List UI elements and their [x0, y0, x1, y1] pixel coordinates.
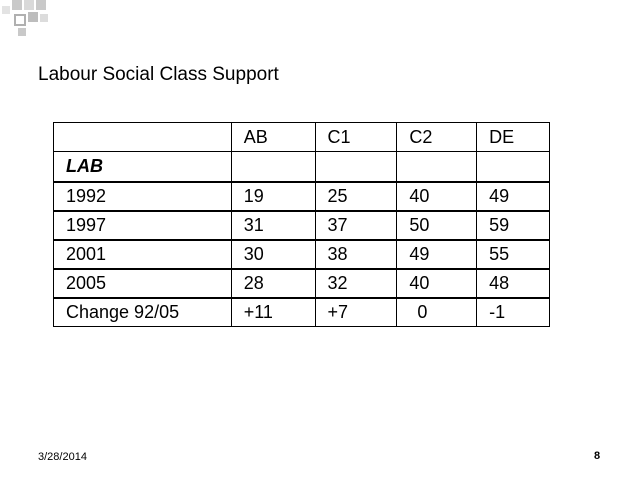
table-header-row — [54, 123, 550, 152]
cell-c2: 40 — [397, 182, 477, 211]
ornament-tile — [28, 12, 38, 22]
cell-ab: 31 — [231, 211, 315, 240]
footer-date: 3/28/2014 — [38, 451, 87, 463]
cell-c2: 40 — [397, 269, 477, 298]
row-label: 1992 — [54, 182, 232, 211]
cell-c1: 25 — [315, 182, 397, 211]
empty-cell — [397, 152, 477, 183]
table-row — [54, 211, 550, 240]
empty-cell — [231, 152, 315, 183]
cell-de: 48 — [477, 269, 550, 298]
cell-de: -1 — [477, 298, 550, 327]
table-row — [54, 240, 550, 269]
cell-c1: 37 — [315, 211, 397, 240]
cell-c2: 49 — [397, 240, 477, 269]
group-label: LAB — [54, 152, 232, 183]
table-row — [54, 298, 550, 327]
empty-cell — [315, 152, 397, 183]
cell-ab: 28 — [231, 269, 315, 298]
cell-de: 59 — [477, 211, 550, 240]
header-cell-c1: C1 — [315, 123, 397, 152]
row-label: 1997 — [54, 211, 232, 240]
header-cell-empty — [54, 123, 232, 152]
labour-support-table — [53, 122, 550, 327]
table-row — [54, 269, 550, 298]
row-label: 2005 — [54, 269, 232, 298]
header-cell-ab: AB — [231, 123, 315, 152]
cell-ab: +11 — [231, 298, 315, 327]
row-label: Change 92/05 — [54, 298, 232, 327]
ornament-tile — [40, 14, 48, 22]
table-row — [54, 182, 550, 211]
decorative-tile-ornament — [0, 0, 60, 40]
cell-de: 49 — [477, 182, 550, 211]
ornament-tile — [12, 0, 22, 10]
cell-c1: 32 — [315, 269, 397, 298]
ornament-tile — [14, 14, 26, 26]
cell-c1: +7 — [315, 298, 397, 327]
cell-de: 55 — [477, 240, 550, 269]
cell-c2: 0 — [397, 298, 477, 327]
ornament-tile — [2, 6, 10, 14]
header-cell-c2: C2 — [397, 123, 477, 152]
slide-title: Labour Social Class Support — [38, 64, 279, 85]
ornament-tile — [24, 0, 34, 10]
ornament-tile — [36, 0, 46, 10]
cell-c2: 50 — [397, 211, 477, 240]
header-cell-de: DE — [477, 123, 550, 152]
row-label: 2001 — [54, 240, 232, 269]
cell-ab: 19 — [231, 182, 315, 211]
cell-c1: 38 — [315, 240, 397, 269]
cell-ab: 30 — [231, 240, 315, 269]
group-label-row — [54, 152, 550, 183]
ornament-tile — [18, 28, 26, 36]
empty-cell — [477, 152, 550, 183]
page-number: 8 — [594, 450, 601, 462]
